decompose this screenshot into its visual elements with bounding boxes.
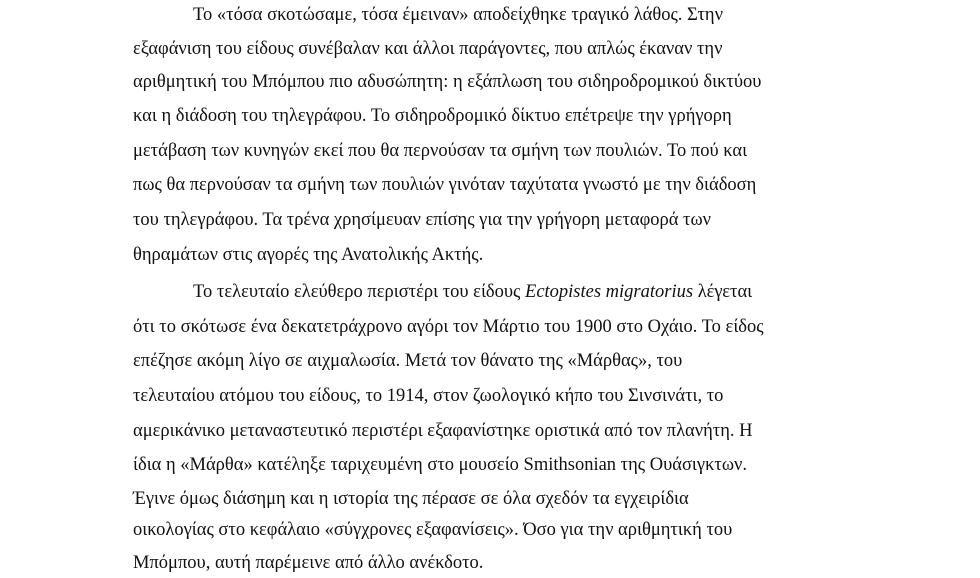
text-line: Μπόμπου, αυτή παρέμεινε από άλλο ανέκδοτο. <box>133 553 484 573</box>
text-line: μετάβαση των κυνηγών εκεί που θα περνούσαν τα σμήνη των πουλιών. Το πού και <box>133 141 748 161</box>
text-line: τελευταίου ατόμου του είδους, το 1914, στον ζωολογικό κήπο του Σινσινάτι, το <box>133 386 724 406</box>
text-line: αριθμητική του Μπόμπου πιο αδυσώπητη: η εξάπλωση του σιδηροδρομικού δικτύου <box>133 72 762 92</box>
species-name: Ectopistes migratorius <box>525 282 694 302</box>
text-line: ότι το σκότωσε ένα δεκατετράχρονο αγόρι τον Μάρτιο του 1900 στο Οχάιο. Το είδος <box>133 317 764 337</box>
text-line: Έγινε όμως διάσημη και η ιστορία της πέρασε σε όλα σχεδόν τα εγχειρίδια <box>133 489 689 509</box>
text-line: αμερικάνικο μεταναστευτικό περιστέρι εξαφανίστηκε οριστικά από τον πλανήτη. Η <box>133 421 753 441</box>
text-line: θηραμάτων στις αγορές της Ανατολικής Ακτής. <box>133 245 484 265</box>
text-line: εξαφάνιση του είδους συνέβαλαν και άλλοι παράγοντες, που απλώς έκαναν την <box>133 39 723 59</box>
text-span: Το τελευταίο ελεύθερο περιστέρι του είδους <box>193 282 526 302</box>
text-span: λέγεται <box>693 282 753 302</box>
text-line: πως θα περνούσαν τα σμήνη των πουλιών γινόταν ταχύτατα γνωστό με την διάδοση <box>133 175 757 195</box>
text-line: Το «τόσα σκοτώσαμε, τόσα έμειναν» αποδείχθηκε τραγικό λάθος. Στην <box>193 5 723 25</box>
text-line-first <box>193 281 752 303</box>
text-line: του τηλεγράφου. Τα τρένα χρησίμευαν επίσης για την γρήγορη μεταφορά των <box>133 210 712 230</box>
text-line: επέζησε ακόμη λίγο σε αιχμαλωσία. Μετά τον θάνατο της «Μάρθας», του <box>133 351 683 371</box>
text-line: ίδια η «Μάρθα» κατέληξε ταριχευμένη στο μουσείο Smithsonian της Ουάσιγκτων. <box>133 455 748 475</box>
text-line: και η διάδοση του τηλεγράφου. Το σιδηροδρομικό δίκτυο επέτρεψε την γρήγορη <box>133 106 732 126</box>
text-line: οικολογίας στο κεφάλαιο «σύγχρονες εξαφανίσεις». Όσο για την αριθμητική του <box>133 520 733 540</box>
